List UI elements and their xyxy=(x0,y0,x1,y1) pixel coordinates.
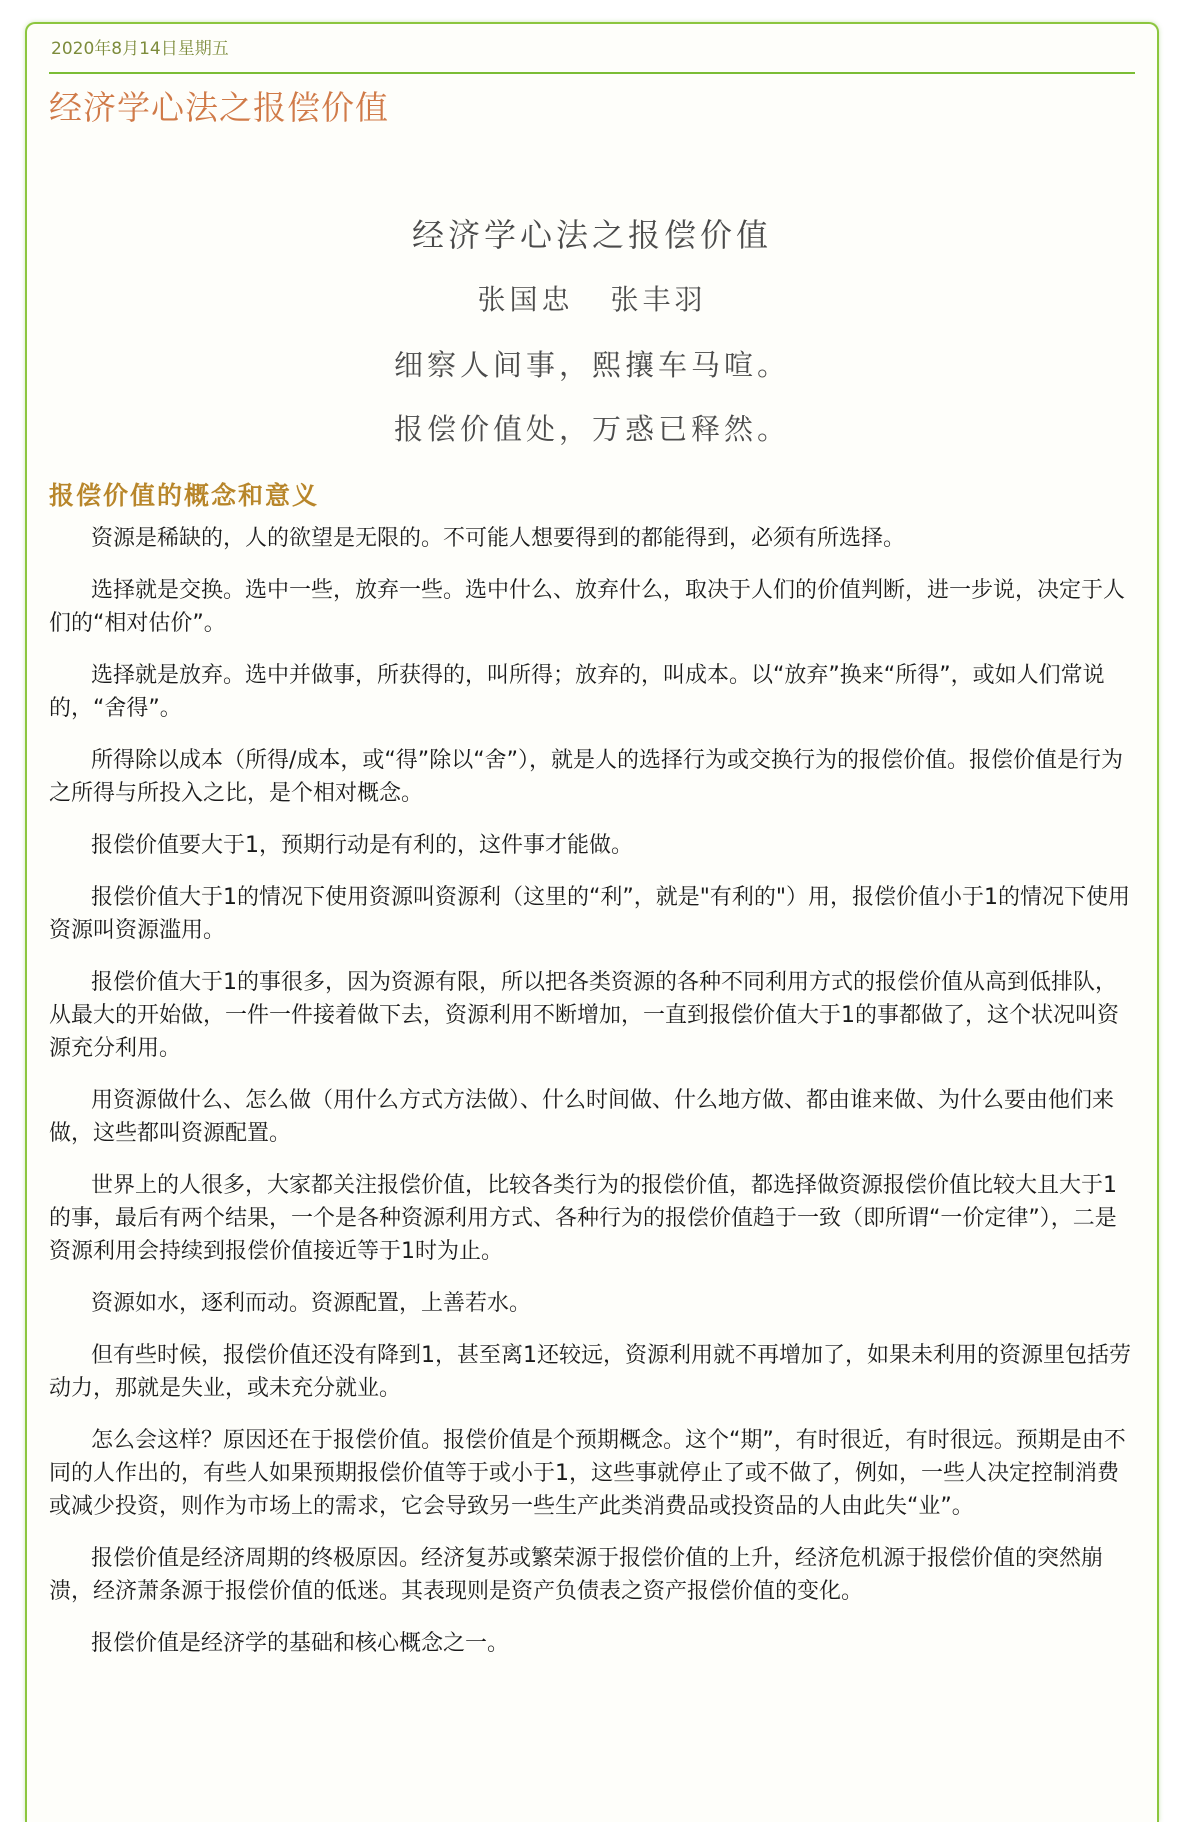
header-divider xyxy=(49,72,1135,74)
paragraph: 报偿价值是经济学的基础和核心概念之一。 xyxy=(91,1631,510,1656)
paragraph: 所得除以成本（所得/成本，或“得”除以“舍”），就是人的选择行为或交换行为的报偿价值。报偿价值是行为之所得与所投入之比，是个相对概念。 xyxy=(49,748,1124,806)
paragraph: 资源是稀缺的，人的欲望是无限的。不可能人想要得到的都能得到，必须有所选择。 xyxy=(91,526,906,551)
poem-line: 细察人间事，熙攘车马喧。 xyxy=(393,348,790,382)
paragraph: 但有些时候，报偿价值还没有降到1，甚至离1还较远，资源利用就不再增加了，如果未利用的资源里包括劳动力，那就是失业，或未充分就业。 xyxy=(49,1343,1131,1401)
paragraph: 怎么会这样？原因还在于报偿价值。报偿价值是个预期概念。这个“期”，有时很近，有时很远。预期是由不同的人作出的，有些人如果预期报偿价值等于或小于1，这些事就停止了或不做了，例如，一些人决定控制消费或减少投资，则作为市场上的需求，它会导致另一些生产此类消费品或投资品的人由此失“业”。 xyxy=(49,1428,1126,1519)
post-date: 2020年8月14日星期五 xyxy=(51,39,229,59)
paragraph: 报偿价值要大于1，预期行动是有利的，这件事才能做。 xyxy=(91,833,633,858)
paragraph: 世界上的人很多，大家都关注报偿价值，比较各类行为的报偿价值，都选择做资源报偿价值比较大且大于1的事，最后有两个结果，一个是各种资源利用方式、各种行为的报偿价值趋于一致（即所谓“一价定律”），二是资源利用会持续到报偿价值接近等于1时为止。 xyxy=(49,1173,1118,1264)
article-authors: 张国忠 张丰羽 xyxy=(477,283,707,316)
poem-line: 报偿价值处，万惑已释然。 xyxy=(393,412,790,446)
post-body xyxy=(49,210,1135,1679)
section-heading: 报偿价值的概念和意义 xyxy=(49,481,320,510)
article-title: 经济学心法之报偿价值 xyxy=(411,216,772,254)
paragraph: 资源如水，逐利而动。资源配置，上善若水。 xyxy=(91,1291,532,1316)
post-title[interactable]: 经济学心法之报偿价值 xyxy=(49,88,389,127)
paragraph: 用资源做什么、怎么做（用什么方式方法做）、什么时间做、什么地方做、都由谁来做、为什么要由他们来做，这些都叫资源配置。 xyxy=(49,1088,1115,1146)
paragraph: 选择就是放弃。选中并做事，所获得的，叫所得；放弃的，叫成本。以“放弃”换来“所得”，或如人们常说的，“舍得”。 xyxy=(49,663,1105,721)
paragraph: 报偿价值是经济周期的终极原因。经济复苏或繁荣源于报偿价值的上升，经济危机源于报偿价值的突然崩溃，经济萧条源于报偿价值的低迷。其表现则是资产负债表之资产报偿价值的变化。 xyxy=(49,1546,1104,1604)
paragraph: 选择就是交换。选中一些，放弃一些。选中什么、放弃什么，取决于人们的价值判断，进一步说，决定于人们的“相对估价”。 xyxy=(49,578,1126,636)
paragraph: 报偿价值大于1的事很多，因为资源有限，所以把各类资源的各种不同利用方式的报偿价值从高到低排队，从最大的开始做，一件一件接着做下去，资源利用不断增加，一直到报偿价值大于1的事都做了，这个状况叫资源充分利用。 xyxy=(49,970,1120,1061)
paragraph: 报偿价值大于1的情况下使用资源叫资源利（这里的“利”，就是"有利的"）用，报偿价值小于1的情况下使用资源叫资源滥用。 xyxy=(49,885,1131,943)
blog-post-container xyxy=(25,22,1159,1822)
